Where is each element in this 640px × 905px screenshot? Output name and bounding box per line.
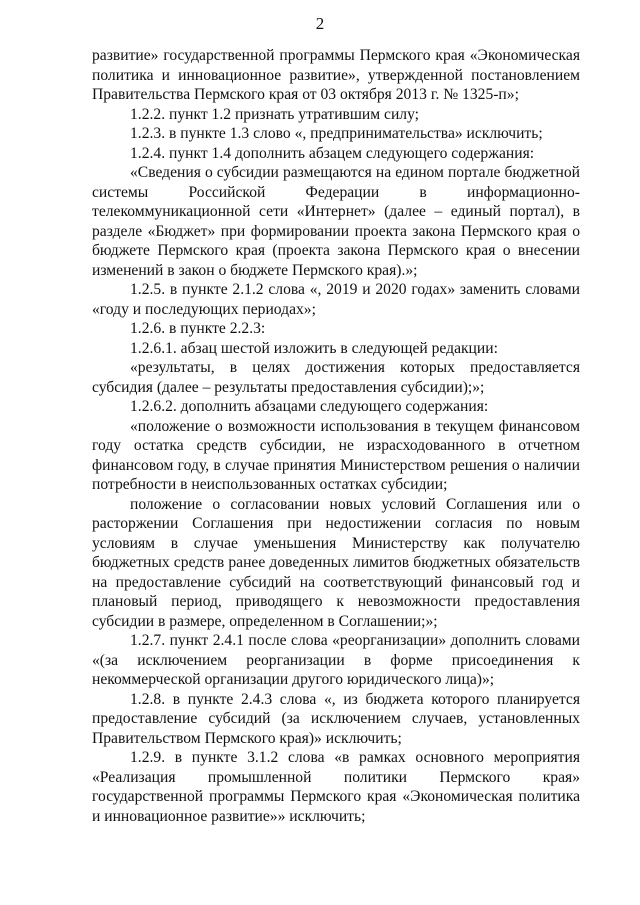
- paragraph: 1.2.5. в пункте 2.1.2 слова «, 2019 и 2020 годах» заменить словами «году и последующих периодах»;: [92, 281, 580, 318]
- paragraph: 1.2.2. пункт 1.2 признать утратившим силу;: [130, 105, 420, 123]
- paragraph: 1.2.9. в пункте 3.1.2 слова «в рамках основного мероприятия «Реализация промышленной политики Пермского края» государственной программы Пермского края «Экономическая политика и инновационное развитие»» исключить;: [92, 749, 580, 825]
- paragraph: 1.2.6. в пункте 2.2.3:: [130, 320, 266, 337]
- paragraph: 1.2.6.1. абзац шестой изложить в следующей редакции:: [130, 339, 498, 357]
- document-body: [92, 46, 580, 826]
- paragraph: 1.2.4. пункт 1.4 дополнить абзацем следующего содержания:: [130, 144, 535, 162]
- paragraph: 1.2.6.2. дополнить абзацами следующего содержания:: [130, 398, 489, 415]
- paragraph: 1.2.7. пункт 2.4.1 после слова «реорганизации» дополнить словами «(за исключением реорганизации в форме присоединения к некоммерческой организации другого юридического лица)»;: [92, 632, 580, 688]
- paragraph: положение о согласовании новых условий Соглашения или о расторжении Соглашения при недостижении согласия по новым условиям в случае уменьшения Министерству как получателю бюджетных средств ранее доведенных лимитов бюджетных обязательств на предоставление субсидий на соответствующий финансовый год и плановый период, приводящего к невозможности предоставления субсидии в размере, определенном в Соглашении;»;: [92, 495, 580, 630]
- paragraph: «результаты, в целях достижения которых предоставляется субсидия (далее – результаты предоставления субсидии);»;: [92, 359, 580, 396]
- paragraph: «Сведения о субсидии размещаются на едином портале бюджетной системы Российской Федерации в информационно-телекоммуникационной сети «Интернет» (далее – единый портал), в разделе «Бюджет» при формировании проекта закона Пермского края о бюджете Пермского края (проекта закона Пермского края о внесении изменений в закон о бюджете Пермского края).»;: [92, 164, 580, 279]
- paragraph: «положение о возможности использования в текущем финансовом году остатка средств субсидии, не израсходованного в отчетном финансовом году, в случае принятия Министерством решения о наличии потребности в неиспользованных остатках субсидии;: [92, 417, 580, 493]
- paragraph: 1.2.8. в пункте 2.4.3 слова «, из бюджета которого планируется предоставление субсидий (за исключением случаев, установленных Правительством Пермского края)» исключить;: [92, 690, 580, 747]
- paragraph: развитие» государственной программы Пермского края «Экономическая политика и инновационное развитие», утвержденной постановлением Правительства Пермского края от 03 октября 2013 г. № 1325-п»;: [92, 47, 580, 103]
- paragraph: 1.2.3. в пункте 1.3 слово «, предпринимательства» исключить;: [130, 125, 543, 142]
- page-number: 2: [315, 14, 325, 33]
